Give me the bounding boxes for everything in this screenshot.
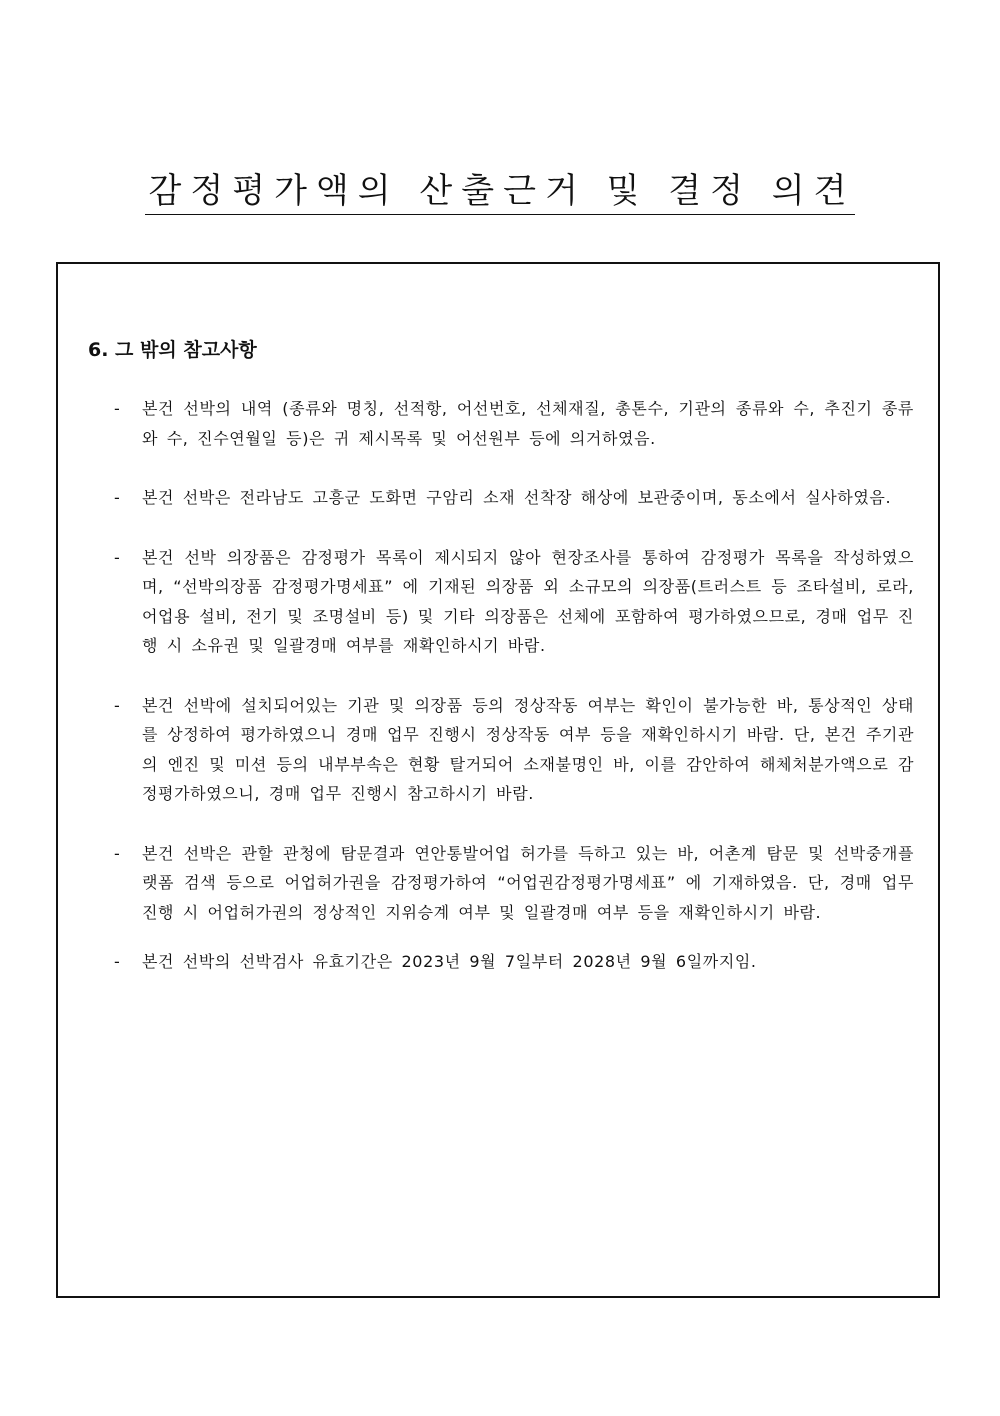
- document-title-text: 감정평가액의 산출근거 및 결정 의견: [145, 168, 856, 215]
- bullet-dash: -: [114, 399, 121, 418]
- note-item: [114, 691, 914, 809]
- note-text: 본건 선박은 전라남도 고흥군 도화면 구암리 소재 선착장 해상에 보관중이며, 동소에서 실사하였음.: [142, 488, 892, 507]
- note-text: 본건 선박 의장품은 감정평가 목록이 제시되지 않아 현장조사를 통하여 감정평가 목록을 작성하였으며, “선박의장품 감정평가명세표” 에 기재된 의장품 외 소규모의 의장품(트러스트 등 조타설비, 로라, 어업용 설비, 전기 및 조명설비 등) 및 기타 의장품은 선체에 포함하여 평가하였으므로, 경매 업무 진행 시 소유권 및 일괄경매 여부를 재확인하시기 바람.: [142, 547, 914, 655]
- note-text: 본건 선박은 관할 관청에 탐문결과 연안통발어업 허가를 득하고 있는 바, 어촌계 탐문 및 선박중개플랫폼 검색 등으로 어업허가권을 감정평가하여 “어업권감정평가명세표” 에 기재하였음. 단, 경매 업무 진행 시 어업허가권의 정상적인 지위승계 여부 및 일괄경매 여부 등을 재확인하시기 바람.: [142, 843, 914, 922]
- content-box: [56, 262, 940, 1298]
- bullet-dash: -: [114, 695, 121, 715]
- bullet-dash: -: [114, 488, 121, 507]
- note-text: 본건 선박에 설치되어있는 기관 및 의장품 등의 정상작동 여부는 확인이 불가능한 바, 통상적인 상태를 상정하여 평가하였으니 경매 업무 진행시 정상작동 여부 등을 재확인하시기 바람. 단, 본건 주기관의 엔진 및 미션 등의 내부부속은 현황 탈거되어 소재불명인 바, 이를 감안하여 해체처분가액으로 감정평가하였으니, 경매 업무 진행시 참고하시기 바람.: [142, 695, 914, 803]
- note-item: [114, 483, 914, 513]
- section-heading: 6. 그 밖의 참고사항: [88, 339, 257, 361]
- note-text: 본건 선박의 선박검사 유효기간은 2023년 9월 7일부터 2028년 9월 6일까지임.: [142, 952, 757, 971]
- document-title: [0, 168, 1000, 215]
- bullet-dash: -: [114, 952, 121, 971]
- bullet-dash: -: [114, 843, 121, 863]
- bullet-dash: -: [114, 547, 121, 567]
- note-item: [114, 394, 914, 453]
- note-item: [114, 839, 914, 928]
- note-item: [114, 947, 914, 977]
- notes-list: [114, 394, 914, 1007]
- note-text: 본건 선박의 내역 (종류와 명칭, 선적항, 어선번호, 선체재질, 총톤수, 기관의 종류와 수, 추진기 종류와 수, 진수연월일 등)은 귀 제시목록 및 어선원부 등에 의거하였음.: [142, 399, 914, 448]
- note-item: [114, 543, 914, 661]
